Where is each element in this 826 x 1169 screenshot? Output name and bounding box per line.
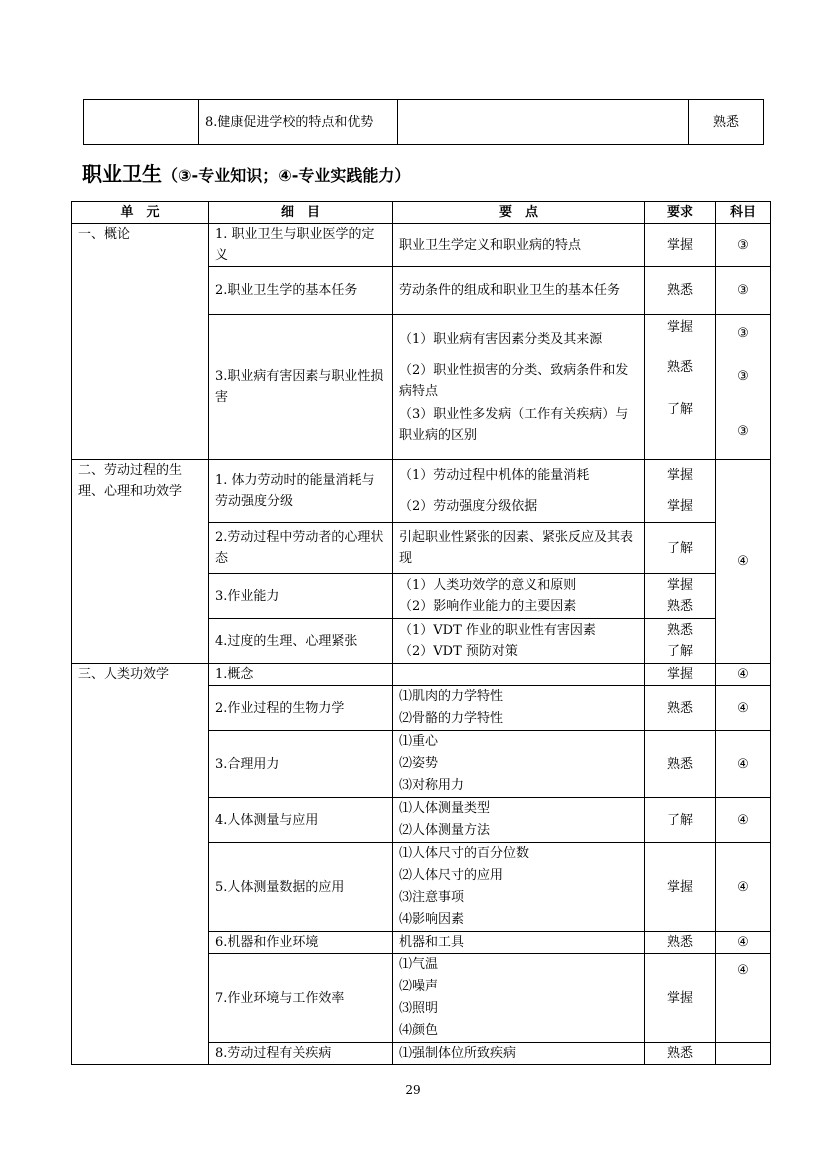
point-line: （1）劳动过程中机体的能量消耗 [399, 468, 590, 483]
item-cell: 1.概念 [209, 664, 393, 686]
subject-cell: ④ [716, 686, 771, 731]
unit-cell: 三、人类功效学 [72, 664, 209, 1065]
item-cell: 2.劳动过程中劳动者的心理状态 [209, 523, 393, 574]
point-cell [398, 100, 689, 145]
point-line: ⑵姿势 [399, 756, 439, 771]
subject-cell: ④ [716, 664, 771, 686]
subject-cell: ④ [716, 843, 771, 932]
item-cell: 8.劳动过程有关疾病 [209, 1043, 393, 1065]
point-cell [393, 574, 645, 619]
table-row [72, 224, 771, 267]
point-line: （3）职业性多发病（工作有关疾病）与职业病的区别 [399, 406, 629, 443]
point-line: ⑶注意事项 [399, 890, 465, 905]
previous-table-fragment [83, 99, 764, 145]
point-line: （2）影响作业能力的主要因素 [399, 599, 577, 614]
point-cell [393, 798, 645, 843]
subject-cell: ④ [716, 798, 771, 843]
section-title [82, 160, 410, 190]
table-row [72, 664, 771, 686]
level-cell [645, 619, 716, 664]
point-line: （1）职业病有害因素分类及其来源 [399, 331, 603, 347]
level-cell: 熟悉 [689, 100, 764, 145]
point-cell [393, 460, 645, 523]
subject-line: ③ [737, 326, 749, 341]
point-line: ⑵人体测量方法 [399, 823, 491, 838]
subject-line: ③ [737, 424, 749, 439]
point-cell [393, 686, 645, 731]
point-cell: 引起职业性紧张的因素、紧张反应及其表现 [393, 523, 645, 574]
unit-cell [84, 100, 199, 145]
item-cell: 6.机器和作业环境 [209, 932, 393, 954]
level-line: 掌握 [666, 499, 693, 514]
point-line: ⑴肌肉的力学特性 [399, 689, 504, 704]
point-line: ⑶对称用力 [399, 778, 465, 793]
point-cell [393, 731, 645, 798]
table-row [72, 460, 771, 523]
item-cell: 4.人体测量与应用 [209, 798, 393, 843]
level-line: 掌握 [666, 578, 693, 593]
unit-cell: 一、概论 [72, 224, 209, 460]
point-cell [393, 954, 645, 1043]
level-cell: 熟悉 [645, 267, 716, 315]
subject-cell: ③ [716, 267, 771, 315]
point-cell [393, 619, 645, 664]
item-cell: 3.合理用力 [209, 731, 393, 798]
level-cell: 熟悉 [645, 686, 716, 731]
point-line: （2）VDT 预防对策 [399, 644, 518, 659]
level-cell [645, 315, 716, 460]
header-unit: 单 元 [72, 202, 209, 224]
page-number: 29 [405, 1083, 421, 1097]
level-cell [645, 460, 716, 523]
subject-cell [716, 315, 771, 460]
point-line: ⑴人体尺寸的百分位数 [399, 846, 530, 861]
point-cell [393, 843, 645, 932]
subject-cell: ④ [716, 460, 771, 664]
section-title-subtitle: （③-专业知识；④-专业实践能力） [162, 166, 411, 185]
item-cell: 5.人体测量数据的应用 [209, 843, 393, 932]
unit-cell: 二、劳动过程的生理、心理和功效学 [72, 460, 209, 664]
level-line: 熟悉 [666, 360, 693, 375]
subject-cell: ④ [716, 731, 771, 798]
item-cell: 3.职业病有害因素与职业性损害 [209, 315, 393, 460]
item-cell: 8.健康促进学校的特点和优势 [199, 100, 398, 145]
section-title-main: 职业卫生 [82, 162, 162, 186]
level-cell: 掌握 [645, 664, 716, 686]
level-cell: 了解 [645, 523, 716, 574]
point-line: ⑴人体测量类型 [399, 801, 491, 816]
level-cell: 掌握 [645, 224, 716, 267]
point-line: ⑴重心 [399, 734, 439, 749]
level-line: 掌握 [666, 468, 693, 483]
level-cell: 熟悉 [645, 731, 716, 798]
item-cell: 2.职业卫生学的基本任务 [209, 267, 393, 315]
point-line: ⑷影响因素 [399, 912, 465, 927]
header-level: 要求 [645, 202, 716, 224]
point-cell: 劳动条件的组成和职业卫生的基本任务 [393, 267, 645, 315]
point-line: （1）人类功效学的意义和原则 [399, 578, 577, 593]
point-cell: ⑴强制体位所致疾病 [393, 1043, 645, 1065]
subject-cell: ③ [716, 224, 771, 267]
point-cell [393, 315, 645, 460]
point-line: （1）VDT 作业的职业性有害因素 [399, 623, 596, 638]
level-cell: 了解 [645, 798, 716, 843]
subject-cell [716, 1043, 771, 1065]
header-item: 细 目 [209, 202, 393, 224]
point-line: ⑴气温 [399, 957, 439, 972]
level-cell: 熟悉 [645, 932, 716, 954]
header-subject: 科目 [716, 202, 771, 224]
level-line: 了解 [666, 402, 693, 417]
subject-cell: ④ [716, 932, 771, 954]
point-line: ⑷颜色 [399, 1023, 439, 1038]
point-line: ⑵噪声 [399, 979, 439, 994]
point-line: ⑵人体尺寸的应用 [399, 868, 504, 883]
point-cell: 机器和工具 [393, 932, 645, 954]
point-line: ⑶照明 [399, 1001, 439, 1016]
item-cell: 2.作业过程的生物力学 [209, 686, 393, 731]
item-cell: 1. 职业卫生与职业医学的定义 [209, 224, 393, 267]
point-cell: 职业卫生学定义和职业病的特点 [393, 224, 645, 267]
header-point: 要 点 [393, 202, 645, 224]
item-cell: 3.作业能力 [209, 574, 393, 619]
level-cell [645, 574, 716, 619]
point-line: （2）劳动强度分级依据 [399, 499, 538, 514]
level-line: 掌握 [666, 320, 693, 335]
table-row [84, 100, 764, 145]
subject-cell: ④ [716, 954, 771, 1043]
level-cell: 熟悉 [645, 1043, 716, 1065]
subject-line: ③ [737, 369, 749, 384]
header-row [72, 202, 771, 224]
point-line: ⑵骨骼的力学特性 [399, 711, 504, 726]
item-cell: 1. 体力劳动时的能量消耗与劳动强度分级 [209, 460, 393, 523]
level-line: 熟悉 [666, 599, 693, 614]
level-cell: 掌握 [645, 954, 716, 1043]
item-cell: 4.过度的生理、心理紧张 [209, 619, 393, 664]
point-cell [393, 664, 645, 686]
level-cell: 掌握 [645, 843, 716, 932]
level-line: 熟悉 [666, 623, 693, 638]
item-cell: 7.作业环境与工作效率 [209, 954, 393, 1043]
syllabus-table [71, 201, 771, 1065]
point-line: （2）职业性损害的分类、致病条件和发病特点 [399, 362, 629, 399]
level-line: 了解 [666, 644, 693, 659]
